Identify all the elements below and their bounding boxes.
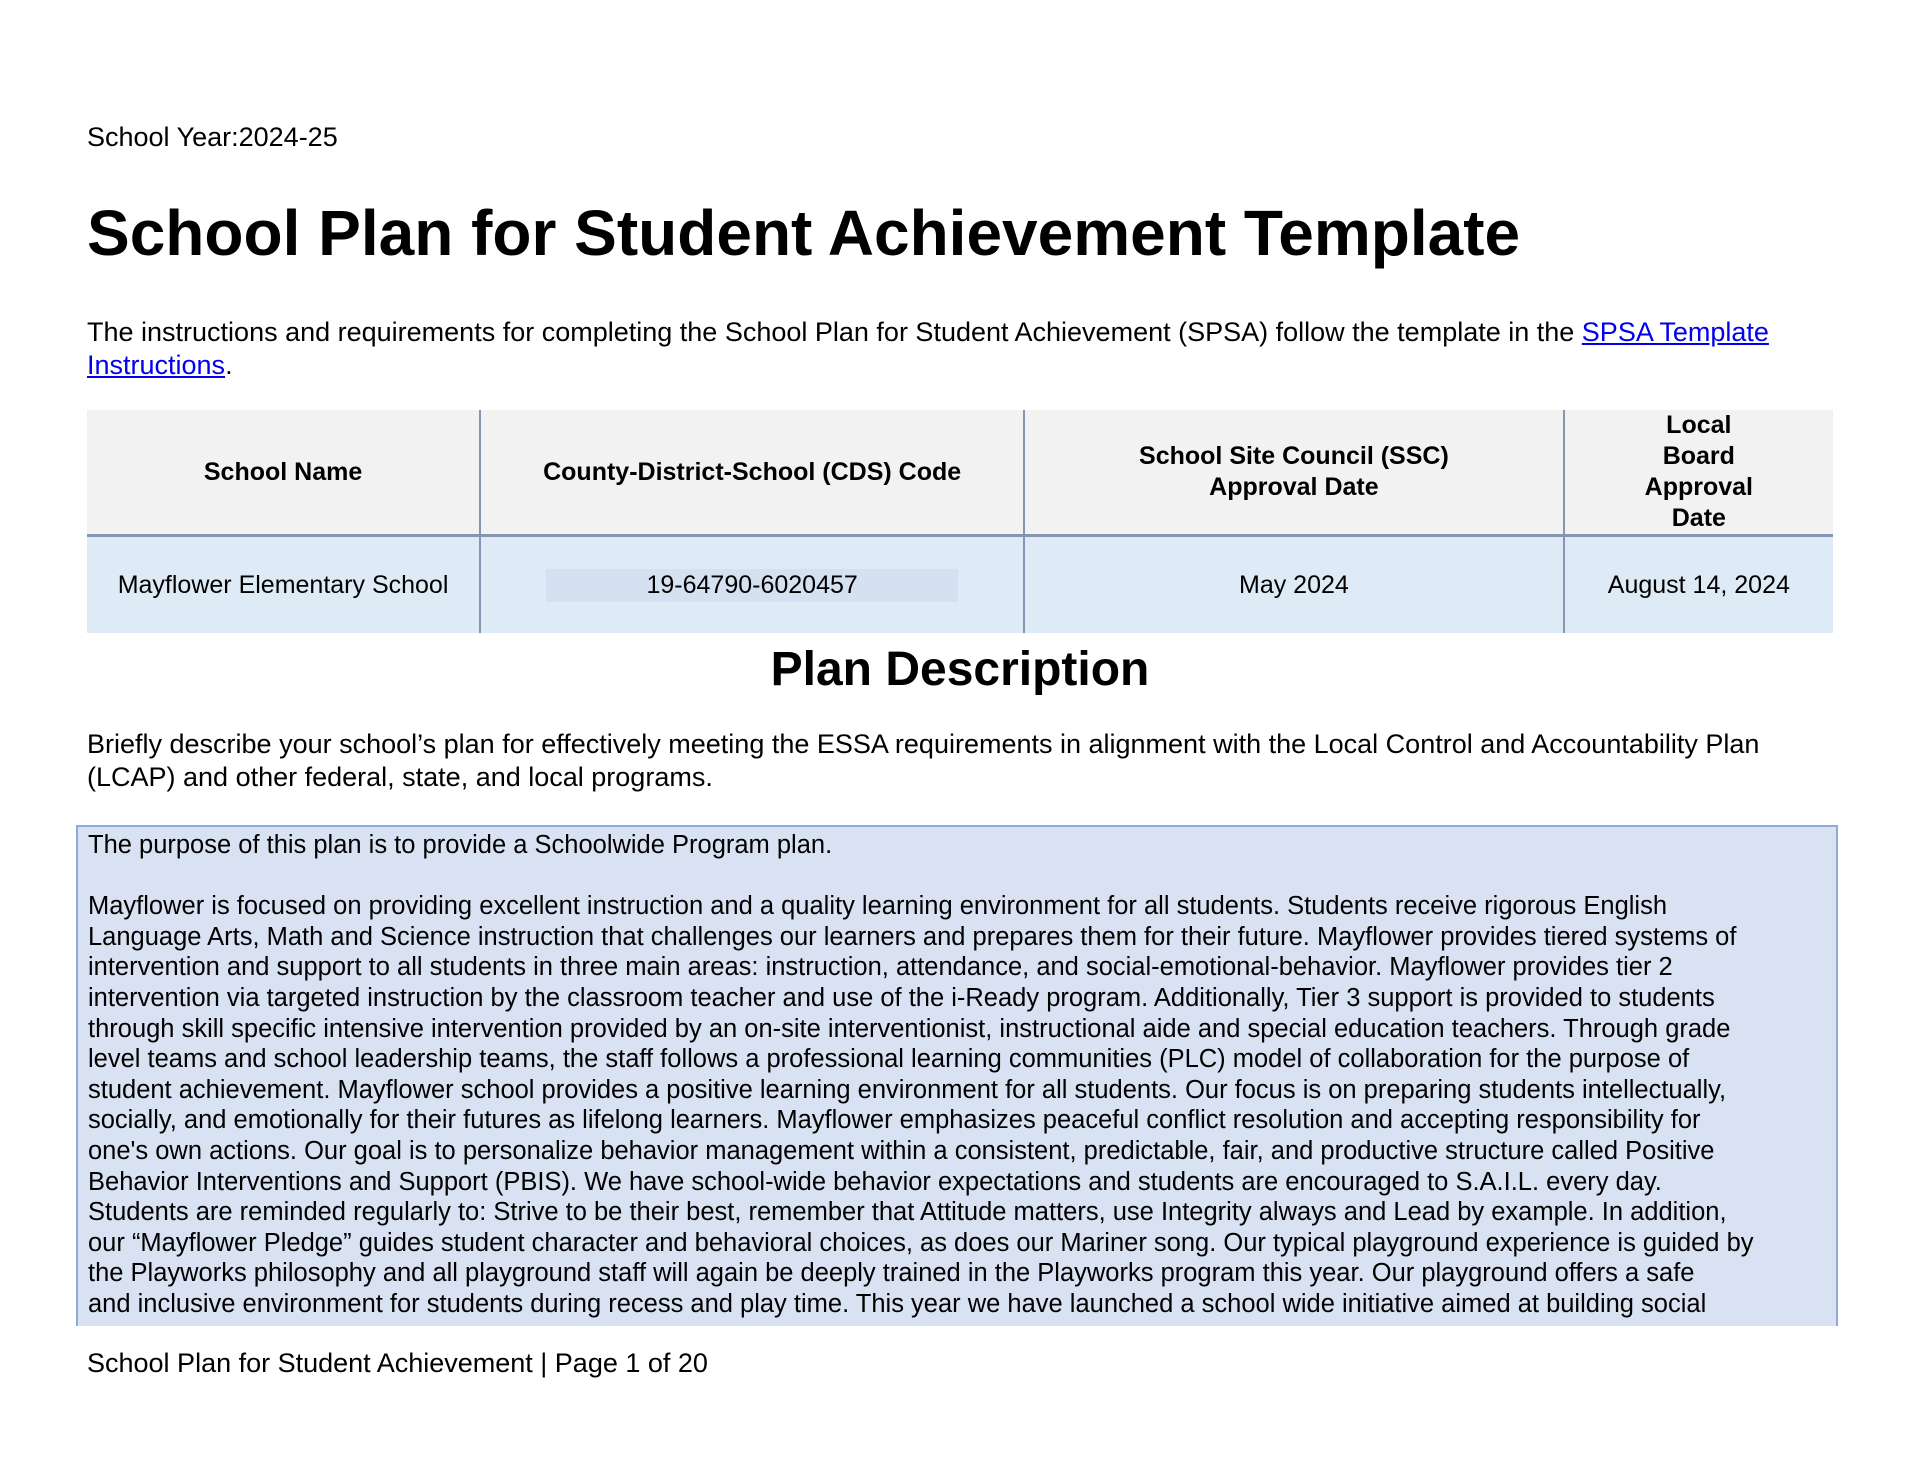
header-board-approval-date: Local Board Approval Date — [1564, 410, 1833, 536]
body-line: intervention via targeted instruction by the classroom teacher and use of the i-Ready program. Additionally, Tier 3 support is provided to students — [88, 983, 1715, 1012]
cell-board-approval-date: August 14, 2024 — [1564, 536, 1833, 634]
body-line: level teams and school leadership teams, the staff follows a professional learning communities (PLC) model of collaboration for the purpose of — [88, 1045, 1690, 1074]
plan-description-textbox[interactable] — [76, 825, 1838, 1326]
body-line: Language Arts, Math and Science instruction that challenges our learners and prepares them for their future. Mayflower provides tiered systems of — [88, 922, 1737, 951]
table-header-row — [87, 410, 1833, 536]
header-cds-code: County-District-School (CDS) Code — [480, 410, 1024, 536]
header-ssc-approval-date: School Site Council (SSC) Approval Date — [1024, 410, 1564, 536]
intro-text: The instructions and requirements for completing the School Plan for Student Achievement (SPSA) follow the template in the — [87, 317, 1582, 347]
cell-school-name: Mayflower Elementary School — [87, 536, 480, 634]
cds-code-field[interactable]: 19-64790-6020457 — [546, 569, 958, 602]
body-line: one's own actions. Our goal is to personalize behavior management within a consistent, predictable, fair, and productive structure called Positive — [88, 1136, 1715, 1165]
intro-end: . — [225, 350, 233, 380]
page-title: School Plan for Student Achievement Template — [87, 197, 1521, 269]
body-line: socially, and emotionally for their futures as lifelong learners. Mayflower emphasizes peaceful conflict resolution and accepting responsibility for — [88, 1106, 1701, 1135]
body-line: through skill specific intensive intervention provided by an on-site interventionist, instructional aide and special education teachers. Through grade — [88, 1014, 1731, 1043]
plan-description-heading: Plan Description — [770, 643, 1150, 696]
table-row — [87, 536, 1833, 634]
body-line: our “Mayflower Pledge” guides student character and behavioral choices, as does our Mariner song. Our typical playground experience is guided by — [88, 1228, 1754, 1257]
header-school-name: School Name — [87, 410, 480, 536]
cell-cds-code — [480, 536, 1024, 634]
body-line: the Playworks philosophy and all playground staff will again be deeply trained in the Playworks program this year. Our playground offers a safe — [88, 1259, 1695, 1288]
body-line: intervention and support to all students in three main areas: instruction, attendance, and social-emotional-behavior. Mayflower provides tier 2 — [88, 953, 1673, 982]
body-line: Mayflower is focused on providing excellent instruction and a quality learning environment for all students. Students receive rigorous English — [88, 892, 1668, 921]
school-year: School Year:2024-25 — [87, 122, 338, 152]
body-line: and inclusive environment for students during recess and play time. This year we have launched a school wide initiative aimed at building social — [88, 1289, 1707, 1318]
school-info-table — [87, 410, 1833, 633]
page-footer: School Plan for Student Achievement | Page 1 of 20 — [87, 1348, 708, 1378]
intro-paragraph — [87, 316, 1847, 382]
body-line: Students are reminded regularly to: Strive to be their best, remember that Attitude matters, use Integrity always and Lead by example. In addition, — [88, 1198, 1727, 1227]
spsa-instructions-link[interactable]: SPSA Template Instructions — [87, 317, 1769, 380]
plan-description-prompt: Briefly describe your school’s plan for effectively meeting the ESSA requirements in alignment with the Local Control and Accountability Plan (LCAP) and other federal, state, and local programs. — [87, 729, 1760, 792]
plan-description-body — [88, 891, 1826, 1319]
cell-ssc-approval-date: May 2024 — [1024, 536, 1564, 634]
body-line: student achievement. Mayflower school provides a positive learning environment for all students. Our focus is on preparing students intellectually, — [88, 1075, 1727, 1104]
body-line: Behavior Interventions and Support (PBIS). We have school-wide behavior expectations and students are encouraged to S.A.I.L. every day. — [88, 1167, 1662, 1196]
purpose-line: The purpose of this plan is to provide a Schoolwide Program plan. — [88, 831, 833, 859]
